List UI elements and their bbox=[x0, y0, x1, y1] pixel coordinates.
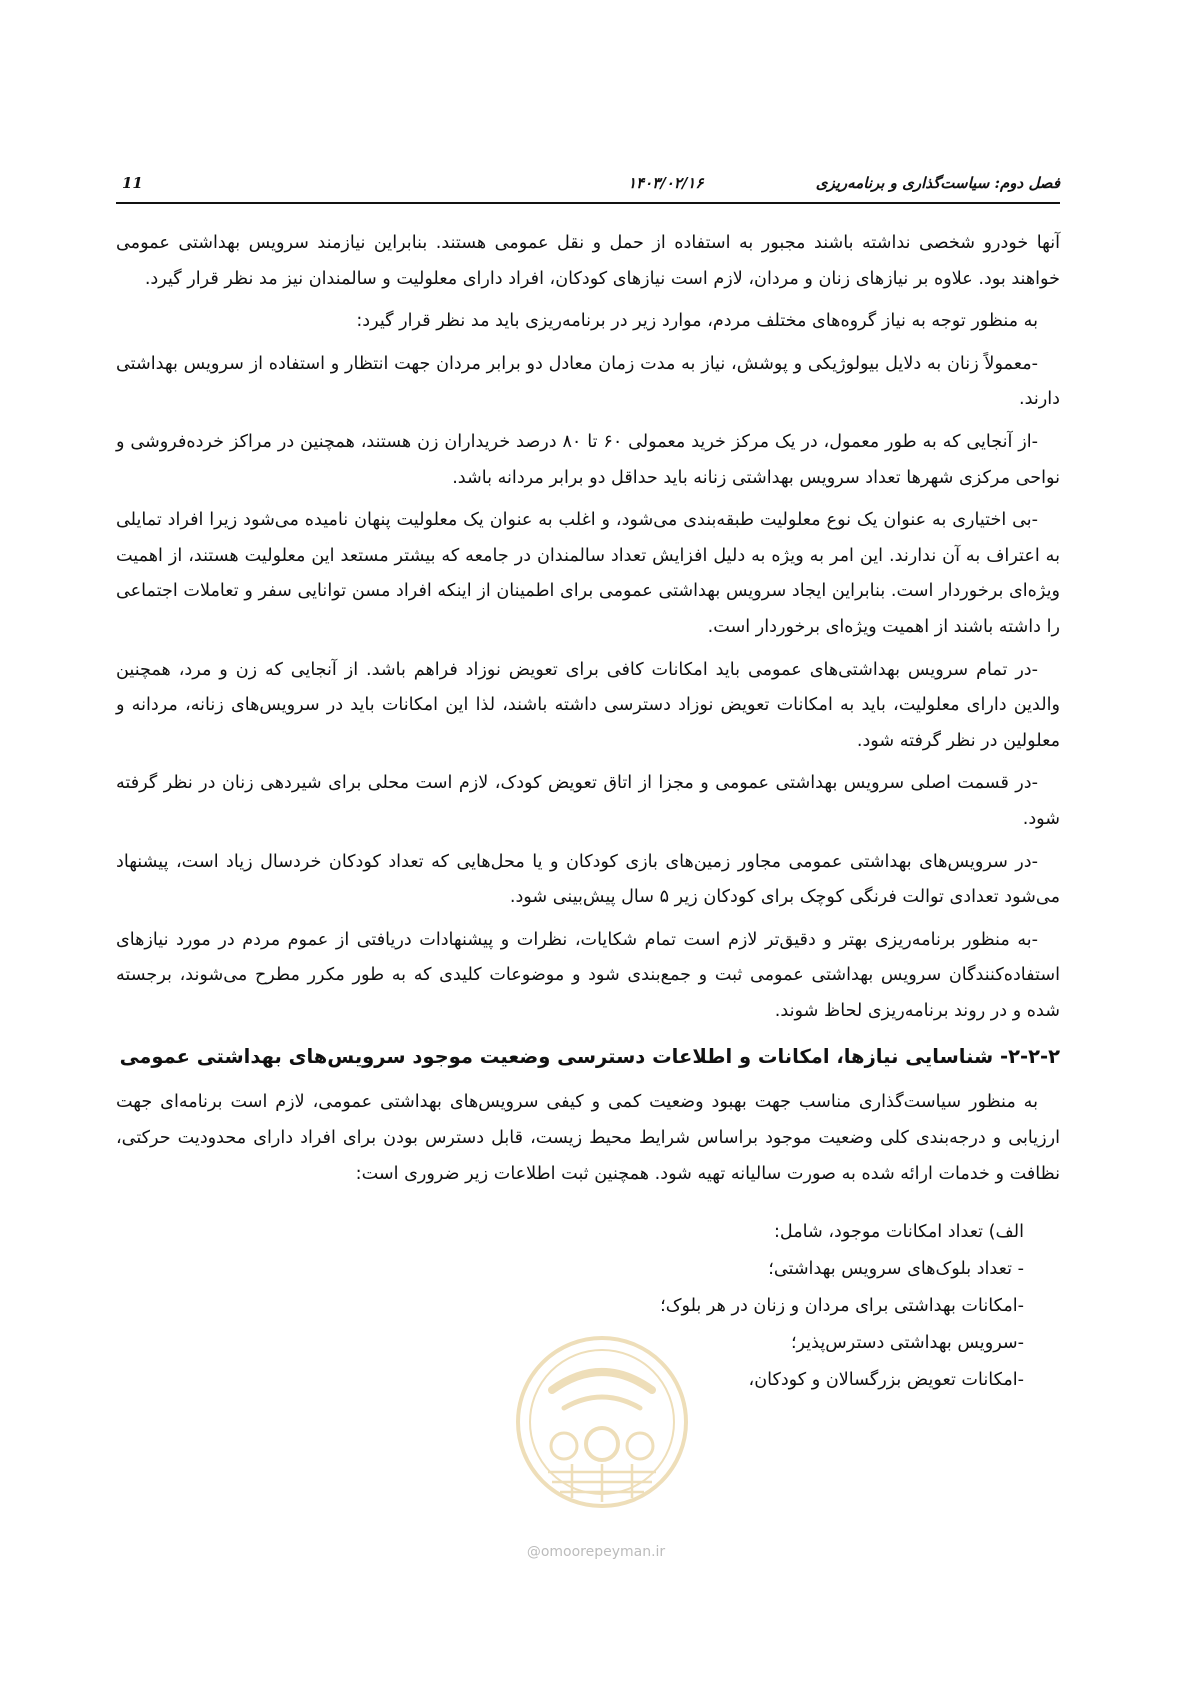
bullet-paragraph: -در تمام سرویس بهداشتی‌های عمومی باید امکانات کافی برای تعویض نوزاد فراهم باشد. از آنجایی که زن و مرد، همچنین والدین دارای معلولیت، باید به امکانات تعویض نوزاد دسترسی داشته باشند، لذا این امکانات باید در سرویس‌های زنانه، مردانه و معلولین در نظر گرفته شود. bbox=[116, 659, 1060, 751]
section-paragraph: به منظور سیاست‌گذاری مناسب جهت بهبود وضعیت کمی و کیفی سرویس‌های بهداشتی عمومی، لازم است برنامه‌ای جهت ارزیابی و درجه‌بندی کلی وضعیت موجود براساس شرایط محیط زیست، قابل دسترس بودن برای افراد دارای محدودیت حرکتی، نظافت و خدمات ارائه شده به صورت سالیانه تهیه شود. همچنین ثبت اطلاعات زیر ضروری است: bbox=[116, 1092, 1060, 1184]
list-item: - تعداد بلوک‌های سرویس بهداشتی؛ bbox=[768, 1259, 1024, 1280]
list-item: -امکانات بهداشتی برای مردان و زنان در هر بلوک؛ bbox=[660, 1296, 1024, 1317]
bullet-paragraph: -از آنجایی که به طور معمول، در یک مرکز خرید معمولی ۶۰ تا ۸۰ درصد خریداران زن هستند، همچنین در مراکز خرده‌فروشی و نواحی مرکزی شهرها تعداد سرویس بهداشتی زنانه باید حداقل دو برابر مردانه باشد. bbox=[116, 431, 1060, 488]
page-header bbox=[118, 168, 1060, 198]
header-rule bbox=[116, 202, 1060, 204]
bullet-paragraph: -بی اختیاری به عنوان یک نوع معلولیت طبقه‌بندی می‌شود، و اغلب به عنوان یک معلولیت پنهان نامیده می‌شود زیرا افراد تمایلی به اعتراف به آن ندارند. این امر به ویژه به دلیل افزایش تعداد سالمندان در جامعه که بیشتر مستعد این معلولیت هستند، از اهمیت ویژه‌ای برخوردار است. بنابراین ایجاد سرویس بهداشتی عمومی برای اطمینان از اینکه افراد مسن توانایی سفر و تعاملات اجتماعی را داشته باشند از اهمیت ویژه‌ای برخوردار است. bbox=[116, 510, 1060, 637]
bullet-paragraph: -در سرویس‌های بهداشتی عمومی مجاور زمین‌های بازی کودکان و یا محل‌هایی که تعداد کودکان خردسال زیاد است، پیشنهاد می‌شود تعدادی توالت فرنگی کوچک برای کودکان زیر ۵ سال پیش‌بینی شود. bbox=[116, 851, 1060, 908]
watermark-seal-icon bbox=[512, 1332, 692, 1532]
page-number: 11 bbox=[122, 174, 143, 192]
paragraph: به منظور توجه به نیاز گروه‌های مختلف مردم، موارد زیر در برنامه‌ریزی باید مد نظر قرار گیرد: bbox=[356, 311, 1038, 332]
bullet-paragraph: -در قسمت اصلی سرویس بهداشتی عمومی و مجزا از اتاق تعویض کودک، لازم است محلی برای شیردهی زنان در نظر گرفته شود. bbox=[116, 773, 1060, 829]
body-text bbox=[116, 226, 1060, 1399]
section-heading: ۲-۲-۲- شناسایی نیازها، امکانات و اطلاعات دسترسی وضعیت موجود سرویس‌های بهداشتی عمومی bbox=[119, 1045, 1060, 1069]
list-item: -امکانات تعویض بزرگسالان و کودکان، bbox=[748, 1370, 1024, 1391]
bullet-paragraph: -به منظور برنامه‌ریزی بهتر و دقیق‌تر لازم است تمام شکایات، نظرات و پیشنهادات دریافتی از عموم مردم در مورد نیازهای استفاده‌کنندگان سرویس بهداشتی عمومی ثبت و جمع‌بندی شود و موضوعات کلیدی که به طور مکرر مطرح می‌شوند، برجسته شده و در روند برنامه‌ریزی لحاظ شوند. bbox=[116, 929, 1060, 1021]
list-item: -سرویس بهداشتی دسترس‌پذیر؛ bbox=[790, 1333, 1024, 1354]
list-title: الف) تعداد امکانات موجود، شامل: bbox=[773, 1222, 1024, 1243]
watermark-caption: @omoorepeyman.ir bbox=[526, 1544, 666, 1560]
header-date: ۱۴۰۳/۰۲/۱۶ bbox=[628, 174, 704, 192]
bullet-paragraph: -معمولاً زنان به دلایل بیولوژیکی و پوشش، نیاز به مدت زمان معادل دو برابر مردان جهت انتظار و استفاده از سرویس بهداشتی دارند. bbox=[116, 353, 1060, 410]
chapter-title: فصل دوم: سیاست‌گذاری و برنامه‌ریزی bbox=[815, 174, 1060, 192]
paragraph: آنها خودرو شخصی نداشته باشند مجبور به استفاده از حمل و نقل عمومی هستند. بنابراین نیازمند سرویس بهداشتی عمومی خواهند بود. علاوه بر نیازهای زنان و مردان، لازم است نیازهای کودکان، افراد دارای معلولیت و سالمندان نیز مد نظر قرار گیرد. bbox=[116, 233, 1060, 289]
